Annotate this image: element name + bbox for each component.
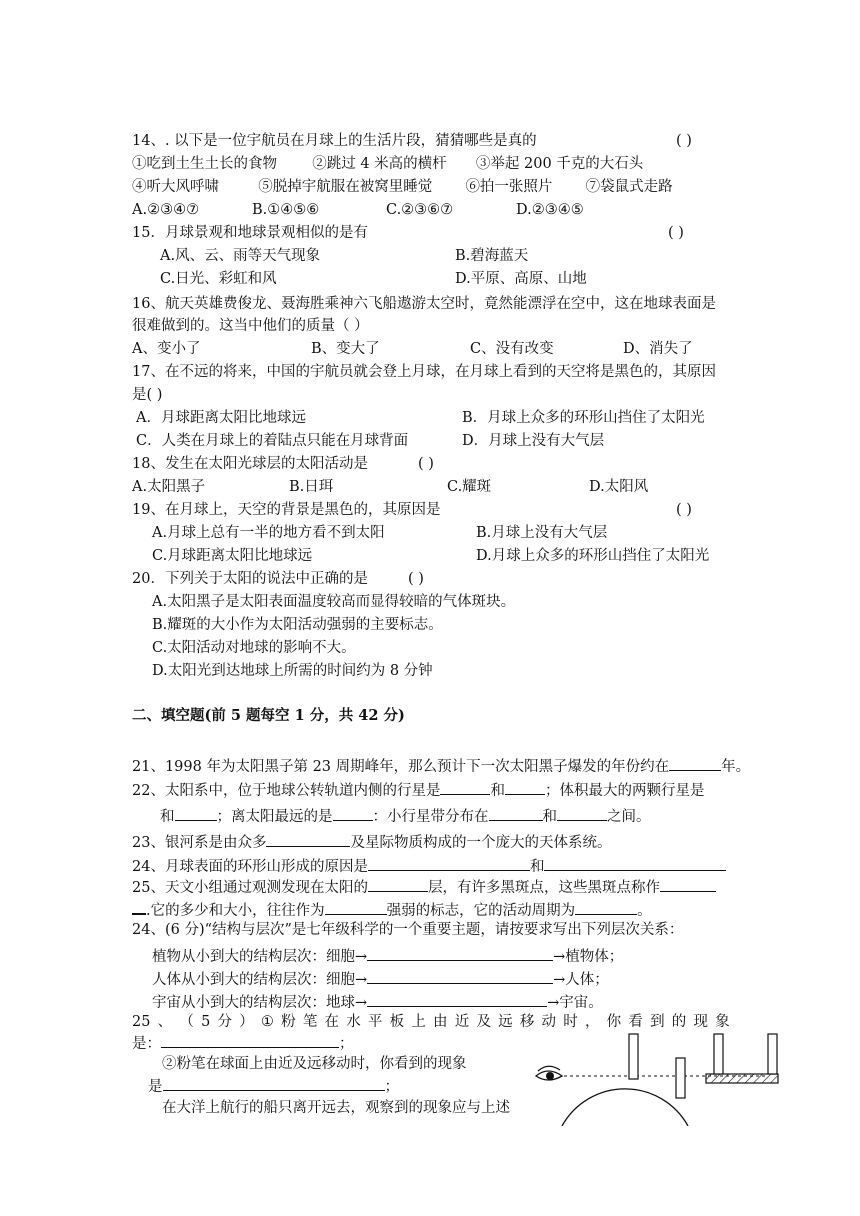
q24b-row-universe-text: 宇宙从小到大的结构层次：地球→ <box>152 995 368 1011</box>
q22-text-c: ；体积最大的两颗行星是 <box>544 783 705 799</box>
q24b-row-human-text: 人体从小到大的结构层次：细胞→ <box>152 972 368 988</box>
q19-stem: 19、在月球上，天空的背景是黑色的，其原因是 <box>132 502 441 518</box>
q25b-line1-char: 25 <box>132 1014 151 1030</box>
q17-stem-line1: 17、在不远的将来，中国的宇航员就会登上月球，在月球上看到的天空将是黑色的，其原因 <box>132 364 716 380</box>
q22-blank-2[interactable] <box>505 779 545 795</box>
q25b-line2-end: ； <box>339 1036 354 1052</box>
q21-tail: 年。 <box>721 759 751 775</box>
q16-stem-line2: 很难做到的。这当中他们的质量（ ） <box>132 318 369 334</box>
q25a-blank-4[interactable] <box>575 899 637 915</box>
q22-line2 <box>160 805 651 827</box>
q25b-line1-char: 板 <box>389 1014 405 1030</box>
q20-stem: 20．下列关于太阳的说法中正确的是 <box>132 571 368 587</box>
q17-option-b[interactable]: B．月球上众多的环形山挡住了太阳光 <box>462 410 705 426</box>
q22-text-b: 和 <box>490 783 505 799</box>
q15-option-c[interactable]: C.日光、彩虹和风 <box>160 271 277 287</box>
q15-stem: 15．月球景观和地球景观相似的是有 <box>132 225 368 241</box>
q25a-text-b: 层，有许多黑斑点，这些黑斑点称作 <box>427 880 660 896</box>
q25a-text-e: 。 <box>637 903 652 919</box>
q25b-line1-char: 分 <box>217 1014 232 1030</box>
q20-option-c[interactable]: C.太阳活动对地球的影响不大。 <box>152 640 356 656</box>
q25b-line2 <box>132 1032 354 1054</box>
q20-option-a[interactable]: A.太阳黑子是太阳表面温度较高而显得较暗的气体斑块。 <box>152 594 516 610</box>
q14-item-3: ③举起 200 千克的大石头 <box>475 156 644 172</box>
q25b-line1-char: 上 <box>411 1014 426 1030</box>
globe-chalk-side <box>676 1058 685 1098</box>
q15-option-b[interactable]: B.碧海蓝天 <box>455 248 529 264</box>
q18-stem: 18、发生在太阳光球层的太阳活动是 <box>132 456 368 472</box>
q25b-line1-char: ① <box>260 1014 274 1030</box>
q14-item-4: ④听大风呼啸 <box>132 179 219 195</box>
q25b-line1-char: 你 <box>606 1014 622 1030</box>
q21-text: 21、1998 年为太阳黑子第 23 周期峰年，那么预计下一次太阳黑子爆发的年份约在 <box>132 759 670 775</box>
q22-line1 <box>132 779 704 801</box>
q23 <box>132 831 611 853</box>
q14-item-1: ①吃到土生土长的食物 <box>132 156 277 172</box>
q18-answer-paren[interactable]: ( ) <box>418 456 434 472</box>
board-chalk-near <box>714 1034 723 1074</box>
q18-option-a[interactable]: A.太阳黑子 <box>132 479 206 495</box>
q25a-line2 <box>132 898 652 921</box>
q20-option-d[interactable]: D.太阳光到达地球上所需的时间约为 8 分钟 <box>152 663 433 679</box>
q17-option-d[interactable]: D．月球上没有大气层 <box>462 433 605 449</box>
q14-option-d[interactable]: D.②③④⑤ <box>516 202 584 218</box>
q22-blank-5[interactable] <box>489 805 543 821</box>
q19-option-d[interactable]: D.月球上众多的环形山挡住了太阳光 <box>476 548 710 564</box>
section2-title: 二、填空题(前 5 题每空 1 分，共 42 分) <box>132 707 405 724</box>
q22-blank-6[interactable] <box>557 805 607 821</box>
q14-stem: 14、. 以下是一位宇航员在月球上的生活片段，猜猜哪些是真的 <box>132 133 537 149</box>
q24b-row-universe-tail: →宇宙。 <box>547 995 603 1011</box>
q24a <box>132 855 726 877</box>
q22-text-g: 和 <box>542 809 557 825</box>
q25a-text-a: 25、天文小组通过观测发现在太阳的 <box>132 880 368 896</box>
q25b-line1-char: 、 <box>157 1014 173 1030</box>
q24a-text-b: 和 <box>529 859 545 875</box>
q14-option-c[interactable]: C.②③⑥⑦ <box>386 202 454 218</box>
q23-blank[interactable] <box>266 831 350 847</box>
q25b-line1-char: 时 <box>563 1014 578 1030</box>
q14-items-row1 <box>132 154 643 174</box>
q19-option-a[interactable]: A.月球上总有一半的地方看不到太阳 <box>152 525 385 541</box>
q23-text-b: 及星际物质构成的一个庞大的天体系统。 <box>350 835 612 851</box>
q18-option-b[interactable]: B.日珥 <box>289 479 334 495</box>
q22-text-a: 22、太阳系中，位于地球公转轨道内侧的行星是 <box>132 783 441 799</box>
q22-blank-1[interactable] <box>440 779 490 795</box>
q20-answer-paren[interactable]: ( ) <box>408 571 424 587</box>
q25b-line1-char: 由 <box>433 1014 448 1030</box>
q25b-line1-char: 在 <box>324 1014 340 1030</box>
q25a-blank-1[interactable] <box>368 876 428 892</box>
q25b-line1-char: 近 <box>454 1014 470 1030</box>
q25b-line1-char: 粉 <box>281 1014 296 1030</box>
q25b-line1-char: 笔 <box>302 1014 318 1030</box>
q25b-line1-char: 到 <box>650 1014 665 1030</box>
q14-items-row2 <box>132 177 673 197</box>
q25b-line1-char: 移 <box>519 1014 535 1030</box>
q25a-blank-2-cont[interactable] <box>132 898 146 915</box>
q22-text-d: 和 <box>160 809 175 825</box>
q25b-line4 <box>148 1075 399 1097</box>
q25a-blank-3[interactable] <box>325 899 387 915</box>
q25b-line1-char: （ <box>179 1014 194 1030</box>
q22-blank-4[interactable] <box>333 805 373 821</box>
q25a-blank-2[interactable] <box>660 876 716 892</box>
q16-stem-line1: 16、航天英雄费俊龙、聂海胜乘神六飞船遨游太空时，竟然能漂浮在空中，这在地球表面是 <box>132 296 716 312</box>
q22-text-f: ：小行星带分布在 <box>372 809 489 825</box>
q16-option-c[interactable]: C、没有改变 <box>470 341 554 357</box>
q16-option-d[interactable]: D、消失了 <box>623 341 693 357</box>
board-chalk-far <box>768 1034 777 1074</box>
q25b-line1-char: 水 <box>346 1014 361 1030</box>
globe-chalk-top <box>629 1034 638 1079</box>
q16-option-a[interactable]: A、变小了 <box>132 341 201 357</box>
q25b-line2-text: 是： <box>132 1036 161 1052</box>
q24b-row-universe-blank[interactable] <box>367 991 547 1007</box>
globe-arc <box>562 1089 688 1126</box>
q24b-row-human-tail: →人体； <box>553 972 609 988</box>
q14-item-2: ②跳过 4 米高的横杆 <box>312 156 447 172</box>
q24b-row-plant-text: 植物从小到大的结构层次：细胞→ <box>152 949 368 965</box>
q25b-line1-char: 平 <box>367 1014 383 1030</box>
q24b-row-plant-blank[interactable] <box>367 945 553 961</box>
q25b-line1-char: 看 <box>628 1014 643 1030</box>
q25b-blank-1[interactable] <box>161 1032 339 1048</box>
q25a-text-c: .它的多少和大小，往往作为 <box>146 903 325 919</box>
q17-option-c[interactable]: C．人类在月球上的着陆点只能在月球背面 <box>136 433 409 449</box>
q24b-stem: 24、(6 分)“结构与层次”是七年级科学的一个重要主题，请按要求写出下列层次关系： <box>132 922 684 938</box>
q15-option-d[interactable]: D.平原、高原、山地 <box>455 271 587 287</box>
q22-text-h: 之间。 <box>607 809 651 825</box>
q18-option-d[interactable]: D.太阳风 <box>589 479 649 495</box>
q14-option-a[interactable]: A.②③④⑦ <box>132 202 200 218</box>
q25a-text-d: 强弱的标志，它的活动周期为 <box>386 903 576 919</box>
q25b-line1-char: 远 <box>498 1014 513 1030</box>
q24b-row-human <box>152 968 609 990</box>
q19-option-c[interactable]: C.月球距离太阳比地球远 <box>152 548 313 564</box>
q25b-line1-char: 及 <box>476 1014 491 1030</box>
q24a-text-a: 24、月球表面的环形山形成的原因是 <box>132 859 368 875</box>
q19-answer-paren[interactable]: ( ) <box>676 502 692 518</box>
q14-item-6: ⑥拍一张照片 <box>465 179 553 195</box>
q24b-row-plant-tail: →植物体； <box>553 949 624 965</box>
q22-blank-3[interactable] <box>175 805 217 821</box>
q14-answer-paren[interactable]: ( ) <box>676 133 692 149</box>
q25b-line1-char: 象 <box>715 1014 730 1030</box>
q21-blank-year[interactable] <box>669 755 721 771</box>
chalk-observation-diagram <box>530 1026 790 1126</box>
q25b-blank-2[interactable] <box>163 1075 385 1091</box>
q24b-row-human-blank[interactable] <box>367 968 553 984</box>
q24b-row-plant <box>152 945 623 967</box>
q14-item-5: ⑤脱掉宇航服在被窝里睡觉 <box>258 179 433 195</box>
q25b-line1-char: 现 <box>693 1014 708 1030</box>
q24b-row-universe <box>152 991 603 1013</box>
q16-option-b[interactable]: B、变大了 <box>311 341 380 357</box>
q17-option-a[interactable]: A．月球距离太阳比地球远 <box>136 410 306 426</box>
q21 <box>132 755 750 777</box>
q25b-line1-char: ， <box>584 1014 600 1030</box>
q19-option-b[interactable]: B.月球上没有大气层 <box>476 525 608 541</box>
q14-item-7: ⑦袋鼠式走路 <box>585 179 673 195</box>
q25b-line3: ②粉笔在球面上由近及远移动时，你看到的现象 <box>162 1056 467 1072</box>
q20-option-b[interactable]: B.耀斑的大小作为太阳活动强弱的主要标志。 <box>152 617 443 633</box>
q24a-blank-2[interactable] <box>544 855 726 871</box>
q25b-line1-char: 动 <box>541 1014 557 1030</box>
eye-icon <box>536 1066 562 1080</box>
q18-option-c[interactable]: C.耀斑 <box>447 479 492 495</box>
flat-board <box>706 1074 778 1083</box>
q25b-line1-char: 的 <box>671 1014 687 1030</box>
q14-option-b[interactable]: B.①④⑤⑥ <box>252 202 320 218</box>
q15-answer-paren[interactable]: ( ) <box>668 225 684 241</box>
q25b-line5: 在大洋上航行的船只离开远去，观察到的现象应与上述 <box>162 1100 510 1116</box>
q25a-line1 <box>132 876 716 898</box>
q22-text-e: ；离太阳最远的是 <box>216 809 333 825</box>
q25b-line4-text: 是 <box>148 1079 163 1095</box>
q23-text-a: 23、银河系是由众多 <box>132 835 267 851</box>
q25b-line4-end: ； <box>384 1079 399 1095</box>
q25b-line1-char: 5 <box>201 1014 211 1030</box>
q24a-blank-1[interactable] <box>368 855 530 871</box>
q15-option-a[interactable]: A.风、云、雨等天气现象 <box>160 248 321 264</box>
q25b-line1-char: ） <box>239 1014 254 1030</box>
q17-stem-line2: 是( ) <box>132 387 163 403</box>
